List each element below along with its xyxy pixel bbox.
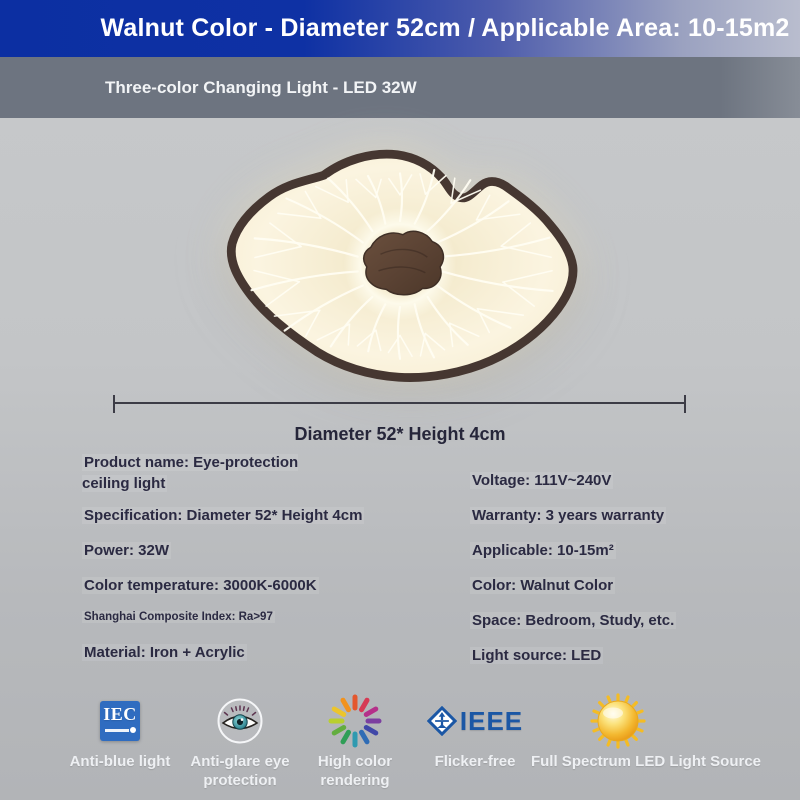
feature-label: Anti-blue light [69, 753, 171, 770]
spec-specification: Specification: Diameter 52* Height 4cm [84, 507, 363, 524]
feature-label: Full Spectrum LED Light Source [530, 753, 762, 770]
spec-space: Space: Bedroom, Study, etc. [472, 612, 675, 629]
dimension-tick-left [113, 395, 115, 413]
eye-icon [216, 697, 264, 745]
spec-light-source: Light source: LED [472, 647, 602, 664]
spec-color: Color: Walnut Color [472, 577, 614, 594]
spec-voltage: Voltage: 111V~240V [472, 472, 612, 489]
spec-column-right [470, 470, 780, 680]
feature-label: High color rendering [317, 753, 393, 789]
dimension-label: Diameter 52* Height 4cm [294, 424, 506, 444]
dimension-line [113, 402, 686, 404]
spec-power: Power: 32W [84, 542, 170, 559]
sun-icon [590, 693, 646, 749]
lamp-walnut-core [364, 231, 444, 294]
top-banner-title: Walnut Color - Diameter 52cm / Applicable Area: 10-15m2 [100, 14, 790, 42]
spec-product-name: Product name: Eye-protection ceiling light [82, 454, 299, 492]
spec-material: Material: Iron + Acrylic [84, 644, 245, 661]
color-wheel-icon [328, 694, 382, 748]
dimension-tick-right [684, 395, 686, 413]
sub-banner-title: Three-color Changing Light - LED 32W [105, 77, 417, 97]
spec-column-left [82, 452, 363, 677]
spec-color-rendering-index: Shanghai Composite Index: Ra>97 [84, 611, 273, 623]
top-banner [0, 0, 800, 57]
ieee-logo-icon: IEEE [427, 706, 523, 736]
spec-color-temperature: Color temperature: 3000K-6000K [84, 577, 317, 594]
feature-full-spectrum [515, 692, 777, 771]
spec-applicable-area: Applicable: 10-15m² [472, 542, 614, 559]
feature-label: Anti-glare eye protection [190, 753, 290, 789]
spec-warranty: Warranty: 3 years warranty [472, 507, 665, 524]
feature-label: Flicker-free [434, 753, 516, 770]
ceiling-lamp-image [198, 142, 602, 386]
iec-logo-icon: IEC [100, 701, 140, 741]
sub-banner [0, 57, 800, 118]
